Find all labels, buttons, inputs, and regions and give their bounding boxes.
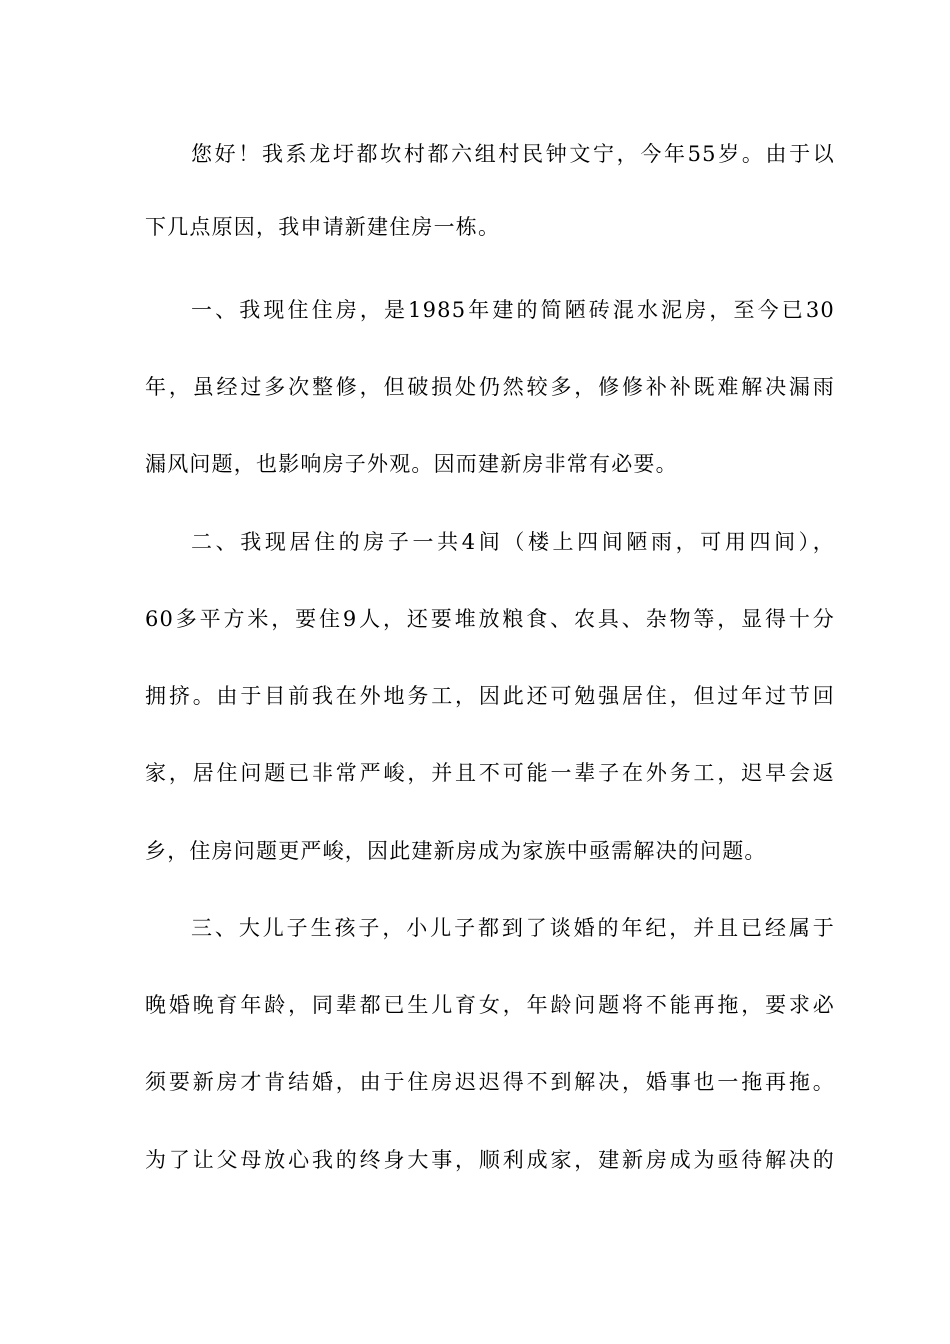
paragraph-line-2: 下几点原因，我申请新建住房一栋。 [145, 215, 501, 239]
paragraph-line-12: 晚婚晚育年龄，同辈都已生儿育女，年龄问题将不能再拖，要求必 [145, 993, 835, 1017]
paragraph-line-4: 年，虽经过多次整修，但破损处仍然较多，修修补补既难解决漏雨 [145, 375, 835, 399]
paragraph-line-5: 漏风问题，也影响房子外观。因而建新房非常有必要。 [145, 452, 678, 476]
paragraph-line-11: 三、大儿子生孩子，小儿子都到了谈婚的年纪，并且已经属于 [191, 916, 835, 940]
paragraph-line-13: 须要新房才肯结婚，由于住房迟迟得不到解决，婚事也一拖再拖。 [145, 1070, 835, 1094]
paragraph-line-6: 二、我现居住的房子一共4间（楼上四间陋雨，可用四间）， [191, 530, 835, 554]
paragraph-line-7: 60多平方米，要住9人，还要堆放粮食、农具、杂物等，显得十分 [145, 607, 835, 631]
paragraph-line-3: 一、我现住住房，是1985年建的简陋砖混水泥房，至今已30 [191, 298, 835, 322]
paragraph-line-8: 拥挤。由于目前我在外地务工，因此还可勉强居住，但过年过节回 [145, 684, 835, 708]
paragraph-line-1: 您好！我系龙圩都坎村都六组村民钟文宁，今年55岁。由于以 [191, 142, 835, 166]
paragraph-line-10: 乡，住房问题更严峻，因此建新房成为家族中亟需解决的问题。 [145, 839, 767, 863]
paragraph-line-14: 为了让父母放心我的终身大事，顺利成家，建新房成为亟待解决的 [145, 1148, 835, 1172]
paragraph-line-9: 家，居住问题已非常严峻，并且不可能一辈子在外务工，迟早会返 [145, 761, 835, 785]
